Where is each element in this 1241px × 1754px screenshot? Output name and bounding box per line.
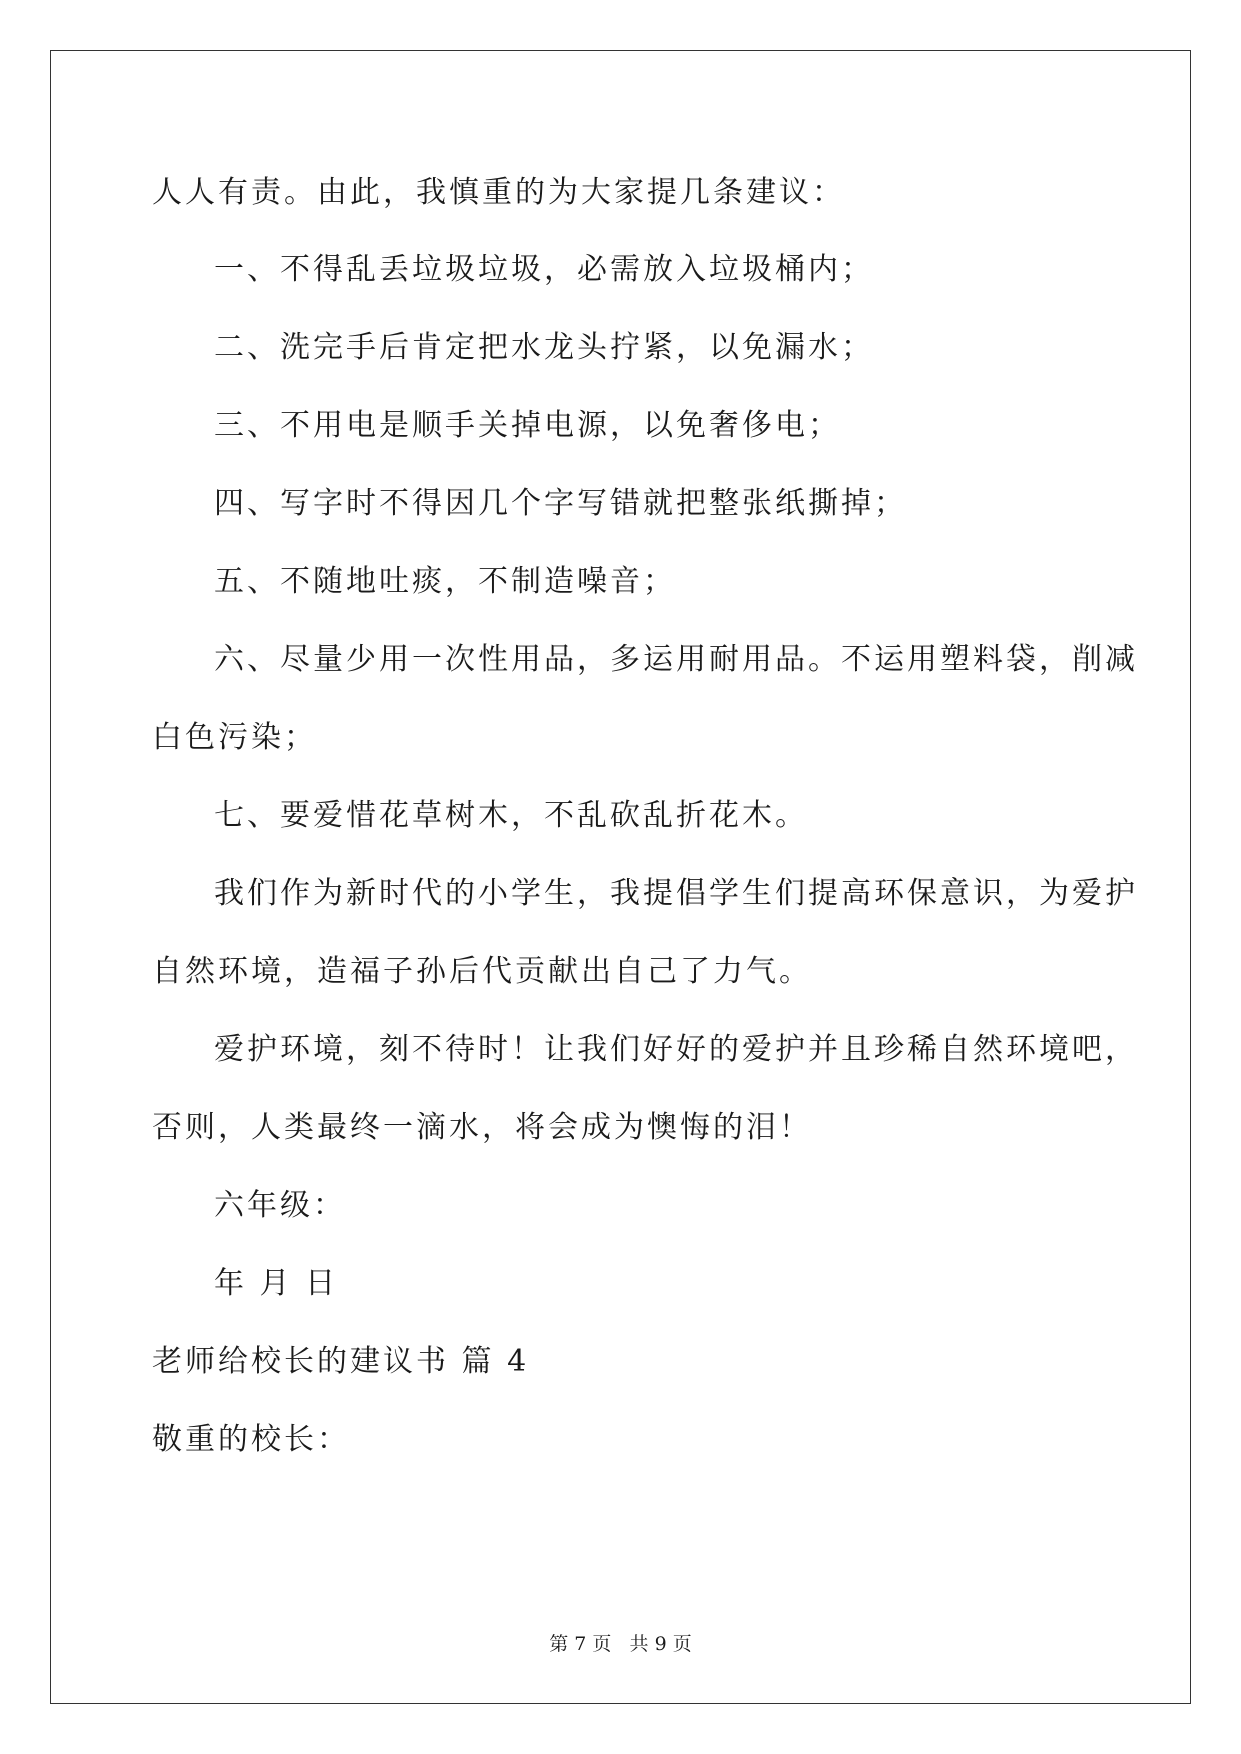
page-number-footer: 第 7 页 共 9 页 [549, 1633, 692, 1655]
text-line: 人人有责。由此，我慎重的为大家提几条建议： [152, 175, 845, 210]
suggestion-item: 三、不用电是顺手关掉电源，以免奢侈电； [214, 408, 841, 443]
text-line: 否则，人类最终一滴水，将会成为懊悔的泪！ [152, 1110, 812, 1145]
salutation: 敬重的校长： [152, 1422, 350, 1457]
paragraph-line: 爱护环境，刻不待时！让我们好好的爱护并且珍稀自然环境吧， [214, 1032, 1138, 1067]
suggestion-item: 四、写字时不得因几个字写错就把整张纸撕掉； [214, 486, 907, 521]
section-heading: 老师给校长的建议书 篇 4 [152, 1344, 530, 1379]
signature-grade: 六年级： [214, 1188, 346, 1223]
suggestion-item: 一、不得乱丢垃圾垃圾，必需放入垃圾桶内； [214, 252, 874, 287]
suggestion-item: 六、尽量少用一次性用品，多运用耐用品。不运用塑料袋，削减 [214, 642, 1138, 677]
suggestion-item: 二、洗完手后肯定把水龙头拧紧，以免漏水； [214, 330, 874, 365]
suggestion-item: 五、不随地吐痰，不制造噪音； [214, 564, 676, 599]
text-line: 白色污染； [152, 720, 317, 755]
paragraph-line: 我们作为新时代的小学生，我提倡学生们提高环保意识，为爱护 [214, 876, 1138, 911]
signature-date: 年 月 日 [214, 1266, 339, 1301]
text-line: 自然环境，造福子孙后代贡献出自己了力气。 [152, 954, 812, 989]
suggestion-item: 七、要爱惜花草树木，不乱砍乱折花木。 [214, 798, 808, 833]
